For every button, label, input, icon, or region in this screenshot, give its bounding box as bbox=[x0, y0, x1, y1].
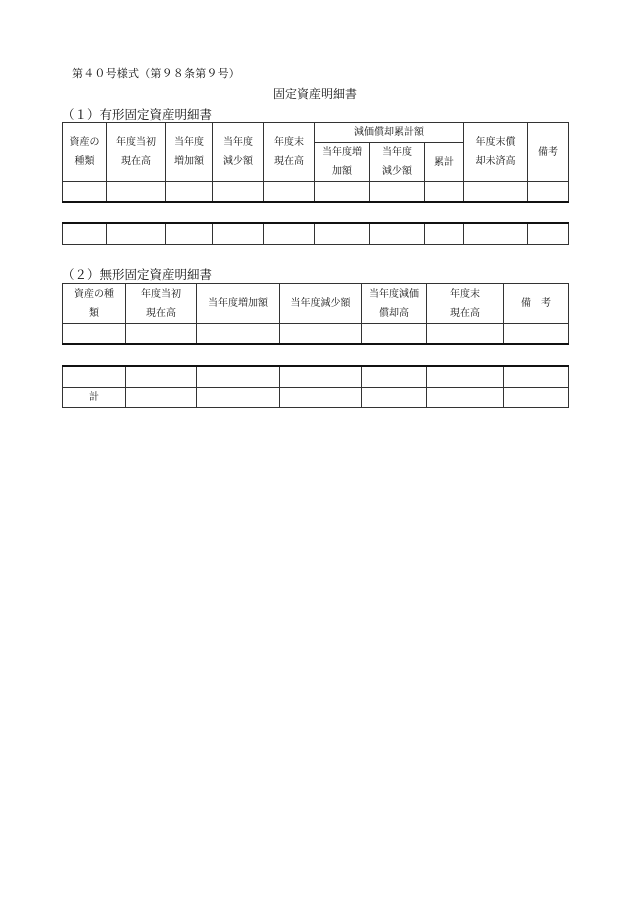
section1-heading: （１）有形固定資産明細書 bbox=[62, 107, 213, 122]
header-decrease: 当年度 減少額 bbox=[213, 123, 264, 182]
header-asset-type: 資産の種 類 bbox=[63, 284, 126, 324]
form-number: 第４０号様式（第９８条第９号） bbox=[72, 67, 240, 80]
tangible-assets-table bbox=[62, 122, 569, 203]
header-closing-balance: 年度末 現在高 bbox=[427, 284, 504, 324]
table-row bbox=[63, 223, 569, 244]
table-row bbox=[63, 182, 569, 202]
header-increase: 当年度 増加額 bbox=[166, 123, 213, 182]
header-increase: 当年度増加額 bbox=[197, 284, 280, 324]
table-row bbox=[63, 324, 569, 344]
intangible-assets-table bbox=[62, 283, 569, 345]
tangible-assets-table-continued bbox=[62, 222, 569, 245]
header-decrease: 当年度減少額 bbox=[280, 284, 362, 324]
header-closing-balance: 年度末 現在高 bbox=[264, 123, 315, 182]
header-depreciation-group: 減価償却累計額 bbox=[315, 123, 464, 143]
section2-heading: （２）無形固定資産明細書 bbox=[62, 267, 213, 282]
document-title: 固定資産明細書 bbox=[272, 87, 357, 101]
header-remarks: 備 考 bbox=[504, 284, 569, 324]
header-opening-balance: 年度当初 現在高 bbox=[107, 123, 166, 182]
header-opening-balance: 年度当初 現在高 bbox=[126, 284, 197, 324]
intangible-assets-table-continued bbox=[62, 365, 569, 408]
header-net-closing: 年度末償 却未済高 bbox=[464, 123, 528, 182]
table-row bbox=[63, 366, 569, 387]
header-amortization: 当年度減価 償却高 bbox=[362, 284, 427, 324]
header-remarks: 備考 bbox=[528, 123, 569, 182]
total-label: 計 bbox=[63, 387, 126, 407]
header-asset-type: 資産の 種類 bbox=[63, 123, 107, 182]
header-dep-total: 累計 bbox=[425, 143, 464, 182]
total-row bbox=[63, 387, 569, 407]
header-dep-increase: 当年度増 加額 bbox=[315, 143, 370, 182]
header-dep-decrease: 当年度 減少額 bbox=[370, 143, 425, 182]
